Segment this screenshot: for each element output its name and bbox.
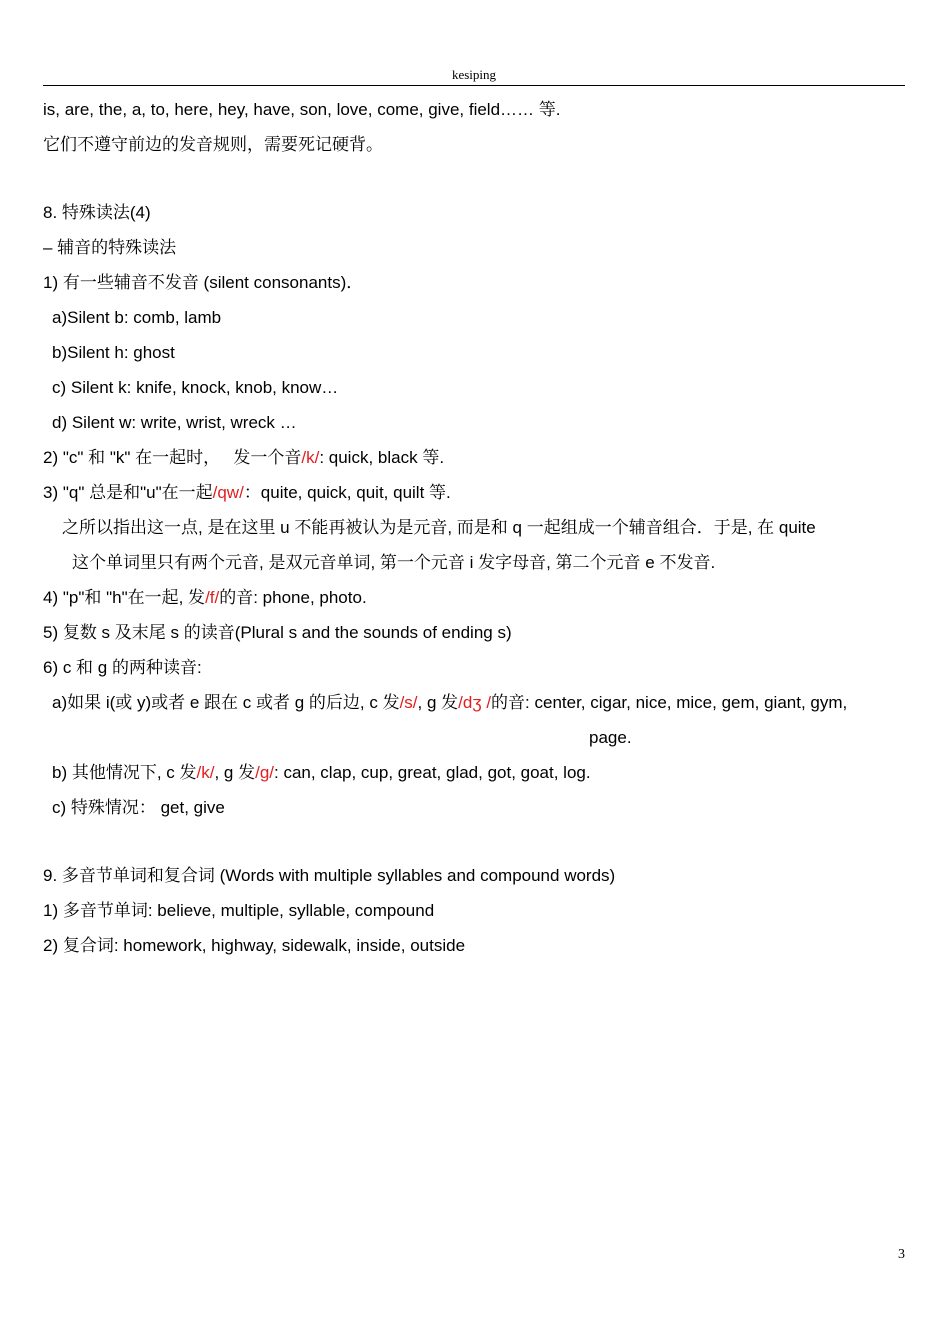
qu-examples: ：quite, quick, quit, quilt 等.	[243, 483, 451, 502]
soft-c-g-text: a)如果 i(或 y)或者 e 跟在 c 或者 g 的后边, c 发	[52, 693, 400, 712]
silent-k-line: c) Silent k: knife, knock, knob, know…	[52, 378, 339, 397]
qu-explanation-line-2: 这个单词里只有两个元音, 是双元音单词, 第一个元音 i 发字母音, 第二个元音 e 不发音.	[72, 553, 716, 572]
phonetic-g: /g/	[255, 763, 274, 782]
hard-g-text: , g 发	[214, 763, 256, 782]
running-header: kesiping	[451, 67, 497, 82]
document-body	[43, 94, 909, 965]
page-number: 3	[898, 1247, 905, 1262]
phonetic-qw: /qw/	[212, 483, 244, 502]
phonetic-f: /f/	[205, 588, 220, 607]
soft-c-g-examples: 的音: center, cigar, nice, mice, gem, giant, gym,	[491, 693, 848, 712]
phonetic-k: /k/	[301, 448, 320, 467]
phonetic-dzh: /dʒ /	[458, 693, 492, 712]
ck-text: 2) "c" 和 "k" 在一起时， 发一个音	[43, 448, 302, 467]
blank-line	[43, 164, 909, 197]
hard-c-g-examples: : can, clap, cup, great, glad, got, goat, log.	[274, 763, 591, 782]
item-c-g-sounds: 6) c 和 g 的两种读音:	[43, 658, 202, 677]
phonetic-s: /s/	[399, 693, 418, 712]
memorize-note: 它们不遵守前边的发音规则，需要死记硬背。	[43, 135, 383, 154]
blank-line	[43, 827, 909, 860]
soft-c-g-line	[43, 687, 909, 722]
soft-c-g-continuation: page.	[589, 728, 632, 747]
phonetic-k-hard: /k/	[196, 763, 215, 782]
section-9-heading: 9. 多音节单词和复合词 (Words with multiple syllables and compound words)	[43, 866, 616, 885]
header-divider	[43, 85, 905, 86]
silent-h-line: b)Silent h: ghost	[52, 343, 175, 362]
item-silent-consonants: 1) 有一些辅音不发音 (silent consonants)．	[43, 273, 364, 292]
qu-explanation-line-1: 之所以指出这一点, 是在这里 u 不能再被认为是元音, 而是和 q 一起组成一个辅音组合．于是, 在 quite	[62, 518, 816, 537]
silent-w-line: d) Silent w: write, wrist, wreck …	[52, 413, 297, 432]
compound-words-line: 2) 复合词: homework, highway, sidewalk, inside, outside	[43, 936, 466, 955]
consonant-special-subheading: – 辅音的特殊读法	[43, 238, 177, 257]
section-8-heading: 8. 特殊读法(4)	[43, 203, 151, 222]
ph-text: 4) "p"和 "h"在一起, 发	[43, 588, 206, 607]
item-ck-sound	[43, 442, 909, 477]
qu-text: 3) "q" 总是和"u"在一起	[43, 483, 213, 502]
silent-b-line: a)Silent b: comb, lamb	[52, 308, 222, 327]
ck-examples: : quick, black 等.	[319, 448, 445, 467]
soft-g-text: , g 发	[417, 693, 459, 712]
multisyllable-words-line: 1) 多音节单词: believe, multiple, syllable, compound	[43, 901, 435, 920]
hard-c-g-line	[43, 757, 909, 792]
special-case-line: c) 特殊情况： get, give	[52, 798, 225, 817]
ph-examples: 的音: phone, photo.	[219, 588, 367, 607]
item-plural-s: 5) 复数 s 及末尾 s 的读音(Plural s and the sounds of ending s)	[43, 623, 512, 642]
irregular-words-line: is, are, the, a, to, here, hey, have, son, love, come, give, field…… 等.	[43, 100, 561, 119]
hard-c-text: b) 其他情况下, c 发	[52, 763, 197, 782]
item-ph-sound	[43, 582, 909, 617]
item-qu-sound	[43, 477, 909, 512]
